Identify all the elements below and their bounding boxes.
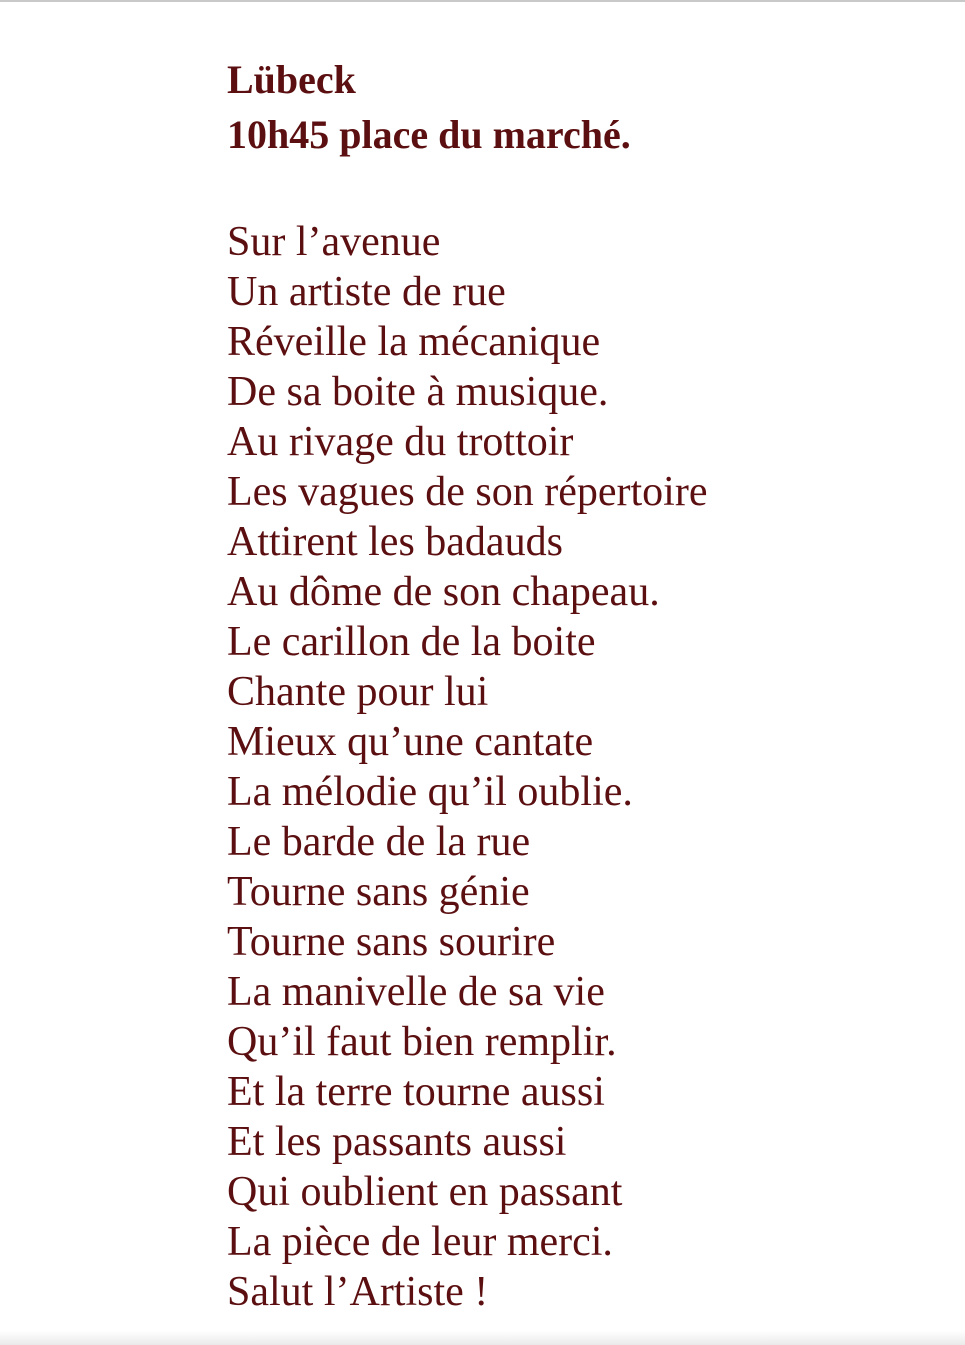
poem-line: Tourne sans sourire xyxy=(227,919,556,965)
poem-line: De sa boite à musique. xyxy=(227,369,609,415)
poem-heading xyxy=(227,52,707,162)
poem-line: Et la terre tourne aussi xyxy=(227,1069,605,1115)
poem-line: Sur l’avenue xyxy=(227,219,441,265)
poem-line: Les vagues de son répertoire xyxy=(227,469,708,515)
poem-line: Le carillon de la boite xyxy=(227,619,596,665)
poem-line: Attirent les badauds xyxy=(227,519,563,565)
poem-line: Qui oublient en passant xyxy=(227,1169,623,1215)
poem-line: Salut l’Artiste ! xyxy=(227,1269,489,1315)
poem-line: La pièce de leur merci. xyxy=(227,1219,613,1265)
poem-line: Au dôme de son chapeau. xyxy=(227,569,660,615)
poem-line: Le barde de la rue xyxy=(227,819,531,865)
poem-document xyxy=(227,52,707,1317)
heading-time-location: 10h45 place du marché. xyxy=(227,112,631,157)
poem-line: La mélodie qu’il oublie. xyxy=(227,769,633,815)
poem-line: La manivelle de sa vie xyxy=(227,969,605,1015)
poem-line: Mieux qu’une cantate xyxy=(227,719,594,765)
poem-line: Chante pour lui xyxy=(227,669,489,715)
poem-line: Un artiste de rue xyxy=(227,269,506,315)
poem-line: Tourne sans génie xyxy=(227,869,530,915)
top-border-line xyxy=(0,0,965,2)
poem-line: Et les passants aussi xyxy=(227,1119,567,1165)
poem-body xyxy=(227,217,707,1317)
heading-place: Lübeck xyxy=(227,57,356,102)
poem-line: Qu’il faut bien remplir. xyxy=(227,1019,617,1065)
bottom-page-shadow xyxy=(0,1331,965,1345)
poem-line: Au rivage du trottoir xyxy=(227,419,574,465)
poem-line: Réveille la mécanique xyxy=(227,319,601,365)
